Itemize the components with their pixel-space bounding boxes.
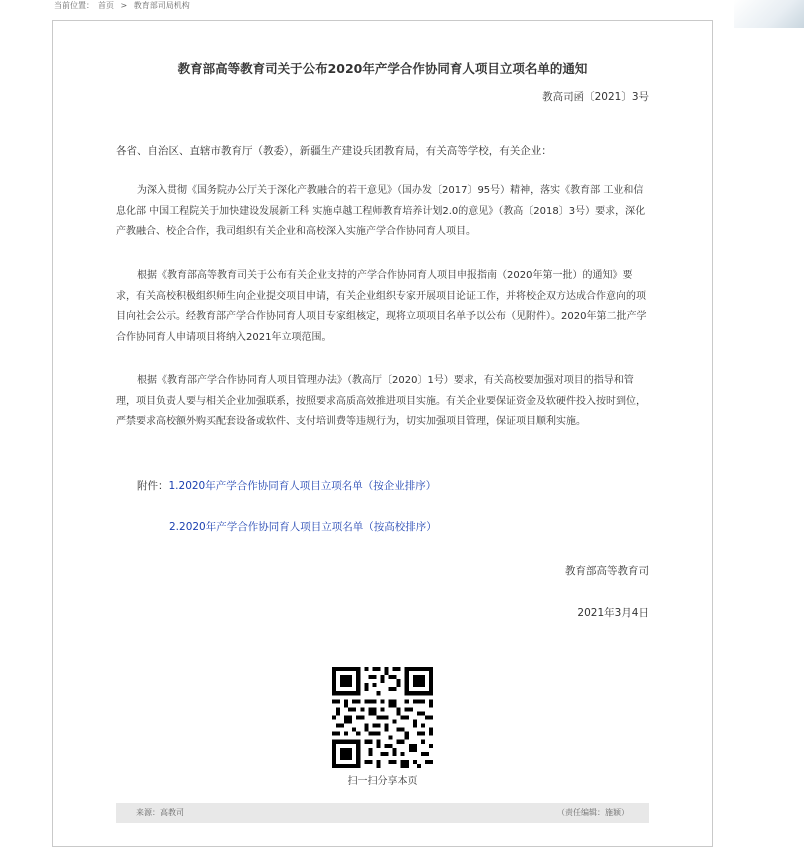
article-frame (52, 20, 713, 847)
source-label: 来源：高教司 (136, 808, 184, 817)
qr-code-icon (332, 667, 433, 768)
paragraph-1: 为深入贯彻《国务院办公厅关于深化产教融合的若干意见》（国办发〔2017〕95号）精神，落实《教育部 工业和信息化部 中国工程院关于加快建设发展新工科 实施卓越工程师教育培养计划2.0的意见》（教高〔2018〕3号）要求，深化产教融合、校企合作，我司组织有关企业和高校深入实施产学合作协同育人项目。 (116, 185, 646, 237)
attachment-row-1 (137, 478, 436, 493)
top-bar (0, 0, 804, 14)
breadcrumb-label: 当前位置： (54, 1, 94, 10)
doc-number: 教高司函〔2021〕3号 (542, 91, 649, 103)
paragraph-2: 根据《教育部高等教育司关于公布有关企业支持的产学合作协同育人项目申报指南（2020年第一批）的通知》要求，有关高校积极组织师生向企业提交项目申请，有关企业组织专家开展项目论证工作，并将校企双方达成合作意向的项目向社会公示。经教育部产学合作协同育人项目专家组核定，现将立项项目名单予以公布（见附件）。2020年第二批产学合作协同育人申请项目将纳入2021年立项范围。 (116, 270, 647, 343)
signature: 教育部高等教育司 (565, 565, 649, 577)
breadcrumb-separator: > (120, 1, 128, 10)
salutation: 各省、自治区、直辖市教育厅（教委），新疆生产建设兵团教育局，有关高等学校，有关企业： (116, 145, 552, 157)
breadcrumb-home-link[interactable]: 首页 (98, 1, 114, 10)
attachments-label: 附件： (137, 480, 169, 492)
attachment-link-2[interactable]: 2.2020年产学合作协同育人项目立项名单（按高校排序） (169, 521, 437, 533)
publish-date: 2021年3月4日 (577, 607, 649, 619)
breadcrumb-section-link[interactable]: 教育部司局机构 (133, 1, 190, 10)
paragraph-3: 根据《教育部产学合作协同育人项目管理办法》（教高厅〔2020〕1号）要求，有关高校要加强对项目的指导和管理，项目负责人要与相关企业加强联系，按照要求高质高效推进项目实施。有关企业要保证资金及软硬件投入按时到位，严禁要求高校额外购买配套设备或软件、支付培训费等违规行为，切实加强项目管理，保证项目顺利实施。 (116, 375, 646, 427)
article-footer (116, 803, 649, 823)
attachment-link-1[interactable]: 1.2020年产学合作协同育人项目立项名单（按企业排序） (168, 480, 437, 492)
header-decoration (734, 0, 804, 28)
editor-label: （责任编辑：施颖） (557, 808, 629, 817)
qr-share-label: 扫一扫分享本页 (347, 776, 418, 787)
breadcrumb (54, 0, 194, 12)
article-title: 教育部高等教育司关于公布2020年产学合作协同育人项目立项名单的通知 (177, 61, 588, 76)
attachment-row-2 (169, 519, 437, 534)
